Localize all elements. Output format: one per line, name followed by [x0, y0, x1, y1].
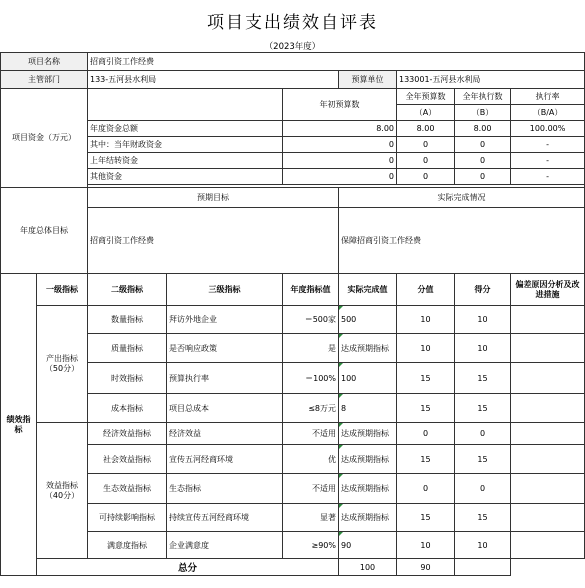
- score-cell: 10: [455, 334, 511, 363]
- table-row: [1, 306, 585, 334]
- full-score-cell: 0: [397, 423, 455, 445]
- reason-cell: [511, 334, 585, 363]
- score-cell: 0: [455, 423, 511, 445]
- score-cell: 15: [455, 445, 511, 474]
- full-score-cell: 15: [397, 504, 455, 532]
- funds-row-rate: -: [511, 169, 585, 185]
- funds-row-annual: 0: [397, 153, 455, 169]
- full-score-cell: 15: [397, 394, 455, 423]
- full-score-cell: 0: [397, 474, 455, 504]
- total-score: 90: [397, 559, 455, 576]
- target-cell: 是: [283, 334, 339, 363]
- page-title: 项目支出绩效自评表: [207, 13, 378, 33]
- l3-cell: 企业满意度: [167, 532, 283, 559]
- l2-cell: 时效指标: [88, 363, 167, 394]
- score-header: 得分: [455, 274, 511, 306]
- funds-row: [1, 153, 585, 169]
- project-name-value: 招商引资工作经费: [88, 53, 585, 71]
- funds-row-initial: 8.00: [283, 121, 397, 137]
- l1-header: 一级指标: [37, 274, 88, 306]
- table-row: [1, 445, 585, 474]
- group-name: 产出指标（50分）: [37, 306, 88, 423]
- full-score-cell: 10: [397, 532, 455, 559]
- funds-row-exec: 0: [455, 153, 511, 169]
- l3-cell: 宣传五河经商环境: [167, 445, 283, 474]
- target-cell: 不适用: [283, 423, 339, 445]
- reason-cell: [511, 306, 585, 334]
- l2-cell: 质量指标: [88, 334, 167, 363]
- l3-cell: 项目总成本: [167, 394, 283, 423]
- target-cell: 优: [283, 445, 339, 474]
- annual-budget-header: 全年预算数: [397, 89, 455, 105]
- l2-cell: 数量指标: [88, 306, 167, 334]
- target-cell: ＝100%: [283, 363, 339, 394]
- funds-row-name: 上年结转资金: [88, 153, 283, 169]
- full-score-cell: 10: [397, 334, 455, 363]
- project-name-row: [1, 53, 585, 71]
- goals-label: 年度总体目标: [1, 188, 88, 274]
- actual-cell: 500: [339, 306, 397, 334]
- table-row: [1, 334, 585, 363]
- l2-cell: 成本指标: [88, 394, 167, 423]
- l3-cell: 经济效益: [167, 423, 283, 445]
- reason-cell: [511, 445, 585, 474]
- goals-content-row: [1, 208, 585, 274]
- funds-row-rate: -: [511, 137, 585, 153]
- reason-cell: [511, 532, 585, 559]
- funds-row-exec: 0: [455, 169, 511, 185]
- actual-cell: 8: [339, 394, 397, 423]
- funds-row-exec: 8.00: [455, 121, 511, 137]
- exec-sub: （B）: [455, 105, 511, 121]
- expected-goal-header: 预期目标: [88, 188, 339, 208]
- actual-goal-text: 保障招商引资工作经费: [339, 208, 585, 274]
- project-name-label: 项目名称: [1, 53, 88, 71]
- funds-row-name: 其中：当年财政资金: [88, 137, 283, 153]
- funds-row: [1, 169, 585, 185]
- expected-goal-text: 招商引资工作经费: [88, 208, 339, 274]
- funds-row: [1, 137, 585, 153]
- perf-label: 绩效指标: [1, 274, 37, 576]
- score-cell: 15: [455, 504, 511, 532]
- table-row: [1, 532, 585, 559]
- full-score-cell: 10: [397, 306, 455, 334]
- table-row: [1, 504, 585, 532]
- l2-cell: 经济效益指标: [88, 423, 167, 445]
- actual-cell: 达成预期指标: [339, 504, 397, 532]
- funds-row-initial: 0: [283, 153, 397, 169]
- reason-cell: [511, 394, 585, 423]
- l3-cell: 持续宣传五河经商环境: [167, 504, 283, 532]
- exec-header: 全年执行数: [455, 89, 511, 105]
- funds-row-annual: 8.00: [397, 121, 455, 137]
- full-score-cell: 15: [397, 363, 455, 394]
- target-cell: ＝500家: [283, 306, 339, 334]
- target-header: 年度指标值: [283, 274, 339, 306]
- funds-header-row: [1, 89, 585, 105]
- full-score-header: 分值: [397, 274, 455, 306]
- unit-value: 133001-五河县水利局: [397, 71, 585, 89]
- actual-cell: 90: [339, 532, 397, 559]
- score-cell: 10: [455, 532, 511, 559]
- dept-row: [1, 71, 585, 89]
- funds-row-annual: 0: [397, 169, 455, 185]
- target-cell: ≥90%: [283, 532, 339, 559]
- score-cell: 0: [455, 474, 511, 504]
- reason-cell: [511, 423, 585, 445]
- rate-header: 执行率: [511, 89, 585, 105]
- rate-sub: （B/A）: [511, 105, 585, 121]
- reason-cell: [511, 474, 585, 504]
- funds-row: [1, 121, 585, 137]
- dept-label: 主管部门: [1, 71, 88, 89]
- reason-cell: [511, 504, 585, 532]
- actual-cell: 100: [339, 363, 397, 394]
- l2-cell: 满意度指标: [88, 532, 167, 559]
- actual-goal-header: 实际完成情况: [339, 188, 585, 208]
- table-row: [1, 474, 585, 504]
- l2-cell: 可持续影响指标: [88, 504, 167, 532]
- total-row: [1, 559, 585, 576]
- funds-row-exec: 0: [455, 137, 511, 153]
- unit-label: 预算单位: [339, 71, 397, 89]
- funds-row-name: 年度资金总额: [88, 121, 283, 137]
- table-row: [1, 363, 585, 394]
- l3-cell: 是否响应政策: [167, 334, 283, 363]
- funds-row-rate: -: [511, 153, 585, 169]
- funds-row-annual: 0: [397, 137, 455, 153]
- l3-cell: 生态指标: [167, 474, 283, 504]
- l3-header: 三级指标: [167, 274, 283, 306]
- actual-header: 实际完成值: [339, 274, 397, 306]
- funds-row-initial: 0: [283, 169, 397, 185]
- full-score-cell: 15: [397, 445, 455, 474]
- funds-row-initial: 0: [283, 137, 397, 153]
- l3-cell: 预算执行率: [167, 363, 283, 394]
- evaluation-table: [0, 52, 585, 576]
- dept-value: 133-五河县水利局: [88, 71, 339, 89]
- target-cell: 显著: [283, 504, 339, 532]
- funds-row-name: 其他资金: [88, 169, 283, 185]
- score-cell: 15: [455, 363, 511, 394]
- total-full-score: 100: [339, 559, 397, 576]
- table-row: [1, 394, 585, 423]
- actual-cell: 达成预期指标: [339, 334, 397, 363]
- score-cell: 10: [455, 306, 511, 334]
- actual-cell: 达成预期指标: [339, 445, 397, 474]
- funds-label: 项目资金（万元）: [1, 89, 88, 188]
- l2-cell: 生态效益指标: [88, 474, 167, 504]
- target-cell: 不适用: [283, 474, 339, 504]
- annual-budget-sub: （A）: [397, 105, 455, 121]
- actual-cell: 达成预期指标: [339, 474, 397, 504]
- perf-header-row: [1, 274, 585, 306]
- total-label: 总分: [37, 559, 339, 576]
- l3-cell: 拜访外地企业: [167, 306, 283, 334]
- score-cell: 15: [455, 394, 511, 423]
- l2-header: 二级指标: [88, 274, 167, 306]
- group-name: 效益指标（40分）: [37, 423, 88, 559]
- goals-header-row: [1, 188, 585, 208]
- reason-header: 偏差原因分析及改进措施: [511, 274, 585, 306]
- report-year: （2023年度）: [264, 42, 321, 52]
- initial-budget-header: 年初预算数: [283, 89, 397, 121]
- reason-cell: [511, 363, 585, 394]
- actual-cell: 达成预期指标: [339, 423, 397, 445]
- funds-row-rate: 100.00%: [511, 121, 585, 137]
- target-cell: ≤8万元: [283, 394, 339, 423]
- l2-cell: 社会效益指标: [88, 445, 167, 474]
- table-row: [1, 423, 585, 445]
